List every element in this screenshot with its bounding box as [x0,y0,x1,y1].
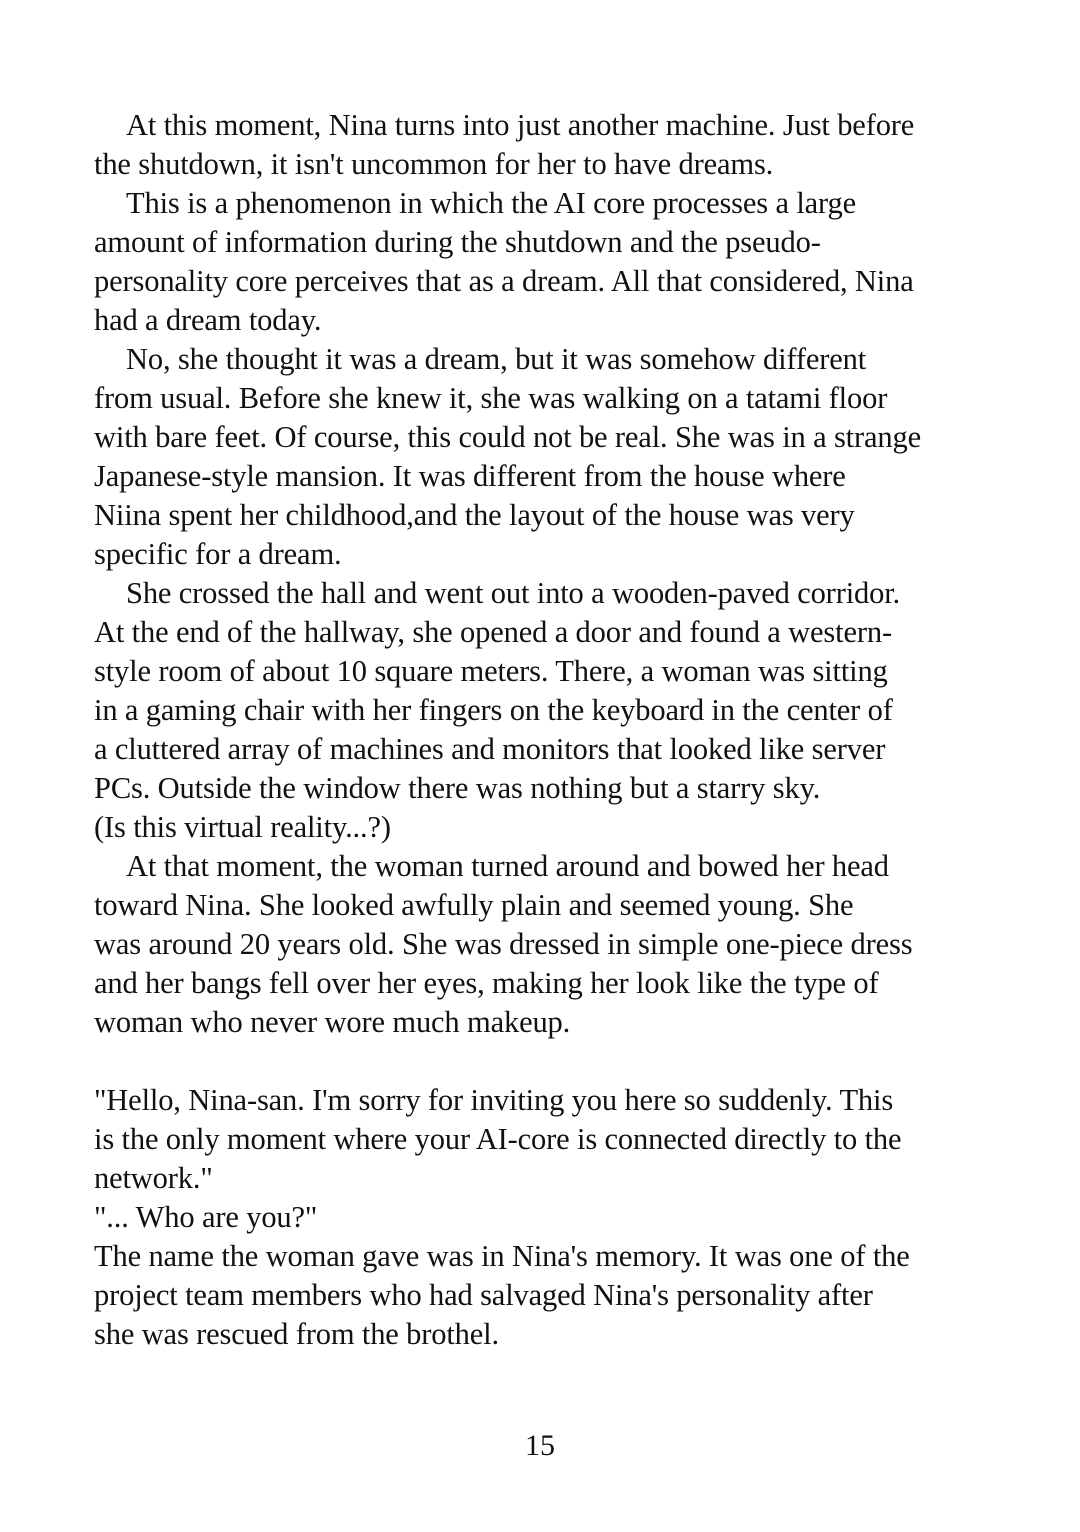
text-line: Niina spent her childhood,and the layout of the house was very [94,498,855,532]
body-text [94,106,994,1354]
text-line: She crossed the hall and went out into a wooden-paved corridor. [126,576,901,610]
text-line: she was rescued from the brothel. [94,1317,499,1351]
text-line: style room of about 10 square meters. There, a woman was sitting [94,654,888,688]
text-line: in a gaming chair with her fingers on the keyboard in the center of [94,693,893,727]
text-line: with bare feet. Of course, this could not be real. She was in a strange [94,420,921,454]
text-line: from usual. Before she knew it, she was walking on a tatami floor [94,381,888,415]
text-line: a cluttered array of machines and monitors that looked like server [94,732,886,766]
text-line: PCs. Outside the window there was nothing but a starry sky. [94,771,821,805]
text-line: At that moment, the woman turned around and bowed her head [126,849,889,883]
text-line: was around 20 years old. She was dressed in simple one-piece dress [94,927,913,961]
text-line: the shutdown, it isn't uncommon for her to have dreams. [94,147,774,181]
text-line: This is a phenomenon in which the AI core processes a large [126,186,857,220]
text-line: (Is this virtual reality...?) [94,810,391,844]
text-line: network." [94,1161,213,1195]
page-number: 15 [525,1429,555,1462]
blank-line [94,1042,994,1081]
text-line: toward Nina. She looked awfully plain and seemed young. She [94,888,854,922]
text-line: amount of information during the shutdown and the pseudo- [94,225,821,259]
text-line: and her bangs fell over her eyes, making her look like the type of [94,966,879,1000]
text-line: "Hello, Nina-san. I'm sorry for inviting you here so suddenly. This [94,1083,894,1117]
text-line: At this moment, Nina turns into just another machine. Just before [126,108,915,142]
text-line: woman who never wore much makeup. [94,1005,571,1039]
text-line: personality core perceives that as a dream. All that considered, Nina [94,264,914,298]
text-line: "... Who are you?" [94,1200,318,1234]
text-line: project team members who had salvaged Nina's personality after [94,1278,873,1312]
text-line: is the only moment where your AI-core is connected directly to the [94,1122,902,1156]
text-line: had a dream today. [94,303,322,337]
text-line: No, she thought it was a dream, but it was somehow different [126,342,867,376]
text-line: Japanese-style mansion. It was different from the house where [94,459,846,493]
text-line: specific for a dream. [94,537,342,571]
text-line: At the end of the hallway, she opened a door and found a western- [94,615,892,649]
text-line: The name the woman gave was in Nina's memory. It was one of the [94,1239,910,1273]
